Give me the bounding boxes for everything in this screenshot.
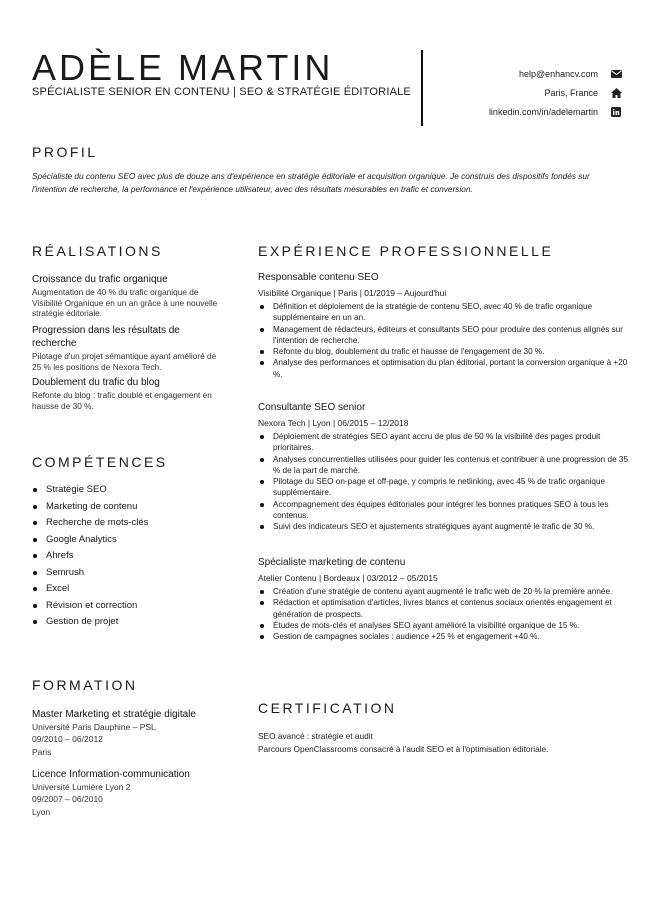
candidate-headline: SPÉCIALISTE SENIOR EN CONTENU | SEO & STRATÉGIE ÉDITORIALE [32, 86, 411, 98]
skill-item: Google Analytics [32, 532, 222, 549]
achievements-heading: RÉALISATIONS [32, 243, 163, 259]
job-bullet: Analyses concurrentielles utilisées pour guider les contenus et contribuer à une progression de 35 % de la part de marché. [258, 454, 628, 477]
job-bullet: Définition et déploiement de la stratégie de contenu SEO, avec 40 % de trafic organique supplémentaire en un an. [258, 301, 628, 324]
education-item [32, 768, 232, 818]
skill-item: Gestion de projet [32, 614, 222, 631]
job-bullet: Rédaction et optimisation d'articles, livres blancs et contenus sociaux orientés engagement et génération de prospects. [258, 597, 628, 620]
contact-location [442, 83, 622, 102]
school-name: Université Paris Dauphine – PSL [32, 722, 156, 732]
achievement-title: Croissance du trafic organique [32, 274, 168, 285]
education-dates: 09/2007 – 06/2010 [32, 794, 103, 805]
profile-summary: Spécialiste du contenu SEO avec plus de douze ans d'expérience en stratégie éditoriale et acquisition organique. Je construis des dispositifs fondés sur l'intention de recherche, la performance et l'expérience utilisateur, avec des résultats mesurables en trafic et conversion. [32, 171, 590, 194]
skill-item: Recherche de mots-clés [32, 515, 222, 532]
skills-list [32, 482, 222, 631]
certification-desc: Parcours OpenClassrooms consacré à l'audit SEO et à l'optimisation éditoriale. [258, 744, 549, 754]
job-title: Responsable contenu SEO [258, 272, 379, 283]
achievement-desc: Pilotage d'un projet sémantique ayant amélioré de 25 % les positions de Nexora Tech. [32, 351, 217, 372]
skill-item: Révision et correction [32, 598, 222, 615]
job-title: Spécialiste marketing de contenu [258, 557, 406, 568]
achievement-item [32, 324, 222, 372]
achievement-title: Doublement du trafic du blog [32, 377, 160, 388]
email-text: help@enhancv.com [518, 68, 598, 79]
job-bullets [258, 301, 628, 380]
experience-heading: EXPÉRIENCE PROFESSIONNELLE [258, 243, 554, 259]
school-name: Université Lumière Lyon 2 [32, 782, 131, 792]
job-bullet: Gestion de campagnes sociales : audience +25 % et engagement +40 %. [258, 631, 628, 642]
job-bullets [258, 586, 628, 642]
job-entry [258, 556, 628, 642]
job-entry [258, 401, 628, 533]
job-bullet: Accompagnement des équipes éditoriales pour intégrer les bonnes pratiques SEO à tous les contenus. [258, 499, 628, 522]
job-bullet: Études de mots-clés et analyses SEO ayant amélioré la visibilité organique de 15 %. [258, 620, 628, 631]
header-divider [421, 50, 423, 126]
job-bullet: Management de rédacteurs, éditeurs et consultants SEO pour produire des contenus alignés sur l'intention de recherche. [258, 324, 628, 347]
job-bullet: Suivi des indicateurs SEO et ajustements stratégiques ayant augmenté le trafic de 30 %. [258, 521, 628, 532]
contact-email[interactable] [442, 64, 622, 83]
achievement-desc: Augmentation de 40 % du trafic organique de Visibilité Organique en un an grâce à une nouvelle stratégie éditoriale. [32, 287, 218, 318]
job-meta: Visibilité Organique | Paris | 01/2019 – Aujourd'hui [258, 288, 447, 298]
skills-heading: COMPÉTENCES [32, 454, 168, 470]
skill-item: Semrush [32, 565, 222, 582]
achievement-title: Progression dans les résultats de recherche [32, 325, 180, 349]
degree-title: Master Marketing et stratégie digitale [32, 709, 196, 720]
contact-linkedin[interactable] [442, 102, 622, 121]
job-meta: Atelier Contenu | Bordeaux | 03/2012 – 05/2015 [258, 573, 438, 583]
location-text: Paris, France [544, 87, 598, 98]
job-bullets [258, 431, 628, 533]
linkedin-text: linkedin.com/in/adelemartin [488, 106, 598, 117]
linkedin-icon [610, 106, 622, 118]
job-bullet: Pilotage du SEO on-page et off-page, y compris le netlinking, avec 45 % de trafic organique supplémentaire. [258, 476, 628, 499]
achievement-item [32, 273, 222, 319]
certification-heading: CERTIFICATION [258, 700, 397, 716]
skill-item: Excel [32, 581, 222, 598]
job-bullet: Refonte du blog, doublement du trafic et hausse de l'engagement de 30 %. [258, 346, 628, 357]
contact-block [442, 64, 622, 121]
skill-item: Marketing de contenu [32, 499, 222, 516]
education-heading: FORMATION [32, 677, 138, 693]
home-icon [610, 87, 622, 99]
skill-item: Stratégie SEO [32, 482, 222, 499]
education-city: Lyon [32, 806, 51, 817]
envelope-icon [610, 68, 622, 80]
certification-name: SEO avancé : stratégie et audit [258, 731, 373, 741]
resume-header [32, 46, 622, 126]
job-bullet: Analyse des performances et optimisation du plan éditorial, portant la conversion organique à +20 %. [258, 357, 628, 380]
degree-title: Licence Information-communication [32, 769, 190, 780]
skill-item: Ahrefs [32, 548, 222, 565]
education-dates: 09/2010 – 06/2012 [32, 734, 103, 745]
job-meta: Nexora Tech | Lyon | 06/2015 – 12/2018 [258, 418, 409, 428]
job-title: Consultante SEO senior [258, 402, 366, 413]
job-bullet: Création d'une stratégie de contenu ayant augmenté le trafic web de 20 % la première année. [258, 586, 628, 597]
certification-item [258, 730, 628, 756]
education-item [32, 708, 232, 758]
job-entry [258, 271, 628, 380]
candidate-name: ADÈLE MARTIN [32, 47, 334, 88]
profile-heading: PROFIL [32, 144, 98, 160]
achievement-desc: Refonte du blog : trafic doublé et engagement en hausse de 30 %. [32, 390, 212, 411]
achievement-item [32, 376, 222, 411]
job-bullet: Déploiement de stratégies SEO ayant accru de plus de 50 % la visibilité des pages produit prioritaires. [258, 431, 628, 454]
education-city: Paris [32, 746, 52, 757]
